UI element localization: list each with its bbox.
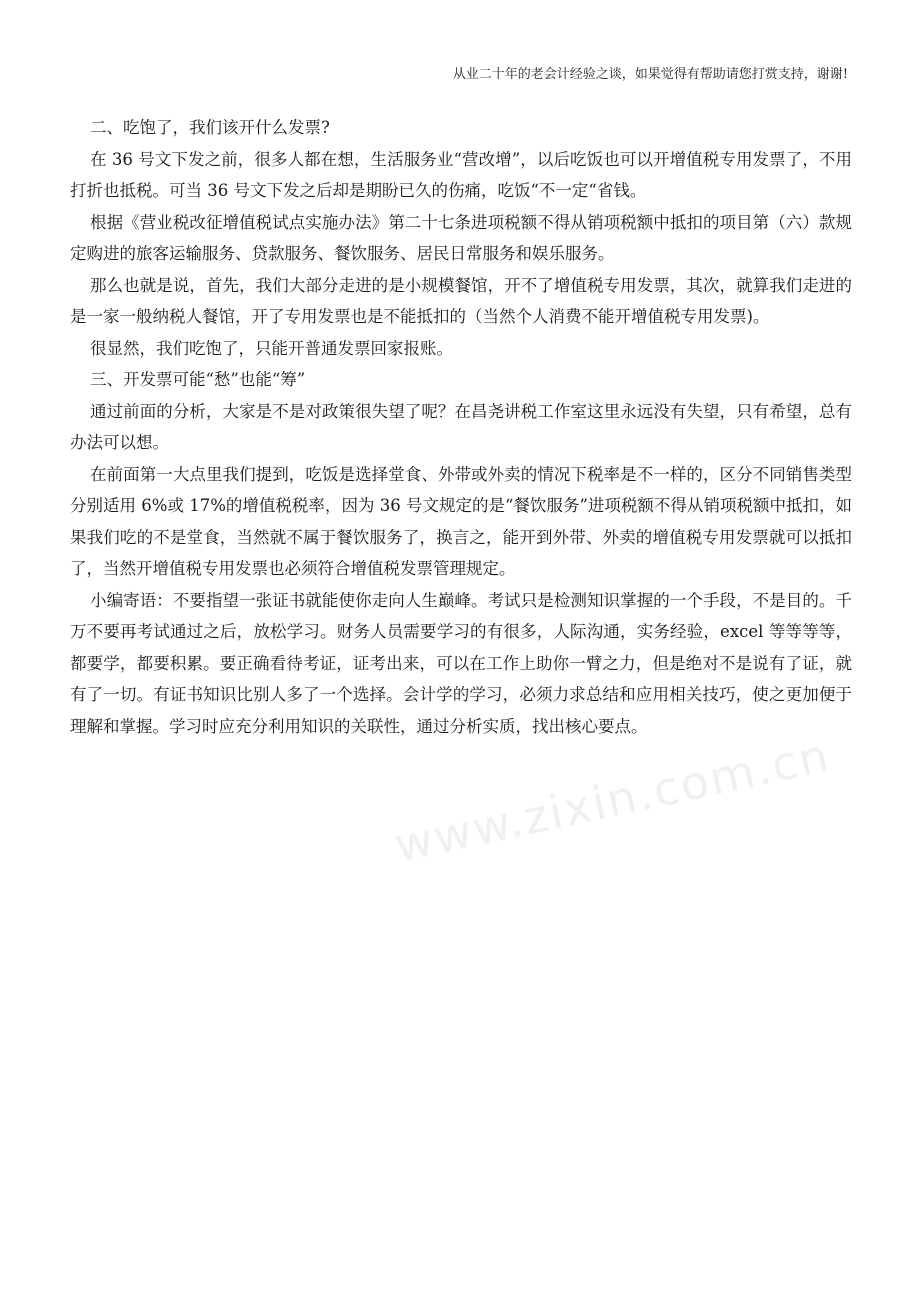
paragraph: 在 36 号文下发之前，很多人都在想，生活服务业“营改增”，以后吃饭也可以开增值税专用发票了，不用打折也抵税。可当 36 号文下发之后却是期盼已久的伤痛，吃饭“不一定“省钱。 <box>70 149 852 200</box>
paragraph: 那么也就是说，首先，我们大部分走进的是小规模餐馆，开不了增值税专用发票，其次，就算我们走进的是一家一般纳税人餐馆，开了专用发票也是不能抵扣的（当然个人消费不能开增值税专用发票)。 <box>70 275 852 326</box>
paragraph: 在前面第一大点里我们提到，吃饭是选择堂食、外带或外卖的情况下税率是不一样的，区分不同销售类型分别适用 6%或 17%的增值税税率，因为 36 号文规定的是“餐饮服务”进项税额不得从销项税额中抵扣，如果我们吃的不是堂食，当然就不属于餐饮服务了，换言之，能开到外带、外卖的增值税专用发票就可以抵扣了，当然开增值税专用发票也必须符合增值税发票管理规定。 <box>70 464 852 578</box>
watermark: www.zixin.com.cn <box>390 727 835 873</box>
paragraph: 根据《营业税改征增值税试点实施办法》第二十七条进项税额不得从销项税额中抵扣的项目第（六）款规定购进的旅客运输服务、贷款服务、餐饮服务、居民日常服务和娱乐服务。 <box>70 212 852 263</box>
section-heading-two: 二、吃饱了，我们该开什么发票? <box>90 118 330 137</box>
paragraph: 通过前面的分析，大家是不是对政策很失望了呢？在昌尧讲税工作室这里永远没有失望，只有希望，总有办法可以想。 <box>70 401 852 452</box>
header-note: 从业二十年的老会计经验之谈，如果觉得有帮助请您打赏支持，谢谢! <box>452 67 848 82</box>
section-heading-three: 三、开发票可能“愁”也能“筹” <box>90 370 306 389</box>
document-body <box>70 112 852 742</box>
paragraph: 很显然，我们吃饱了，只能开普通发票回家报账。 <box>90 338 453 358</box>
editor-note-paragraph: 小编寄语：不要指望一张证书就能使你走向人生巅峰。考试只是检测知识掌握的一个手段，不是目的。千万不要再考试通过之后，放松学习。财务人员需要学习的有很多，人际沟通，实务经验，excel 等等等等，都要学，都要积累。要正确看待考证，证考出来，可以在工作上助你一臂之力，但是绝对不是说有了证，就有了一切。有证书知识比别人多了一个选择。会计学的学习，必须力求总结和应用相关技巧，使之更加便于理解和掌握。学习时应充分利用知识的关联性，通过分析实质，找出核心要点。 <box>70 590 852 736</box>
